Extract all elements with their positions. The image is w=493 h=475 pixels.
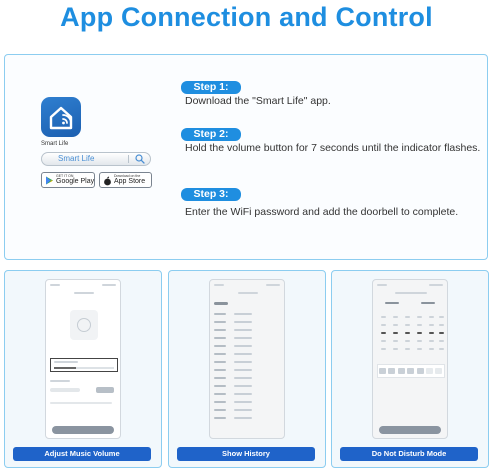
history-row[interactable]	[214, 320, 282, 324]
time-wheel-digit	[405, 332, 410, 334]
history-row[interactable]	[214, 376, 282, 380]
card-label-adjust-music-volume: Adjust Music Volume	[13, 447, 151, 461]
history-row[interactable]	[214, 392, 282, 396]
step-1-text: Download the "Smart Life" app.	[185, 95, 331, 107]
doorbell-button-icon	[77, 318, 91, 332]
history-time-bar	[214, 409, 226, 411]
history-event-bar	[234, 353, 252, 355]
time-wheel-digit	[393, 340, 398, 342]
step-2-pill: Step 2:	[181, 128, 241, 141]
history-event-bar	[234, 401, 252, 403]
history-row[interactable]	[214, 384, 282, 388]
search-divider	[128, 155, 129, 163]
apple-badge-text: App Store	[114, 178, 146, 185]
card-label-do-not-disturb: Do Not Disturb Mode	[340, 447, 478, 461]
history-event-bar	[234, 313, 252, 315]
doorbell-image	[70, 310, 98, 340]
house-wifi-icon	[48, 103, 74, 131]
weekday-cell[interactable]	[426, 368, 433, 374]
weekday-cell[interactable]	[379, 368, 386, 374]
time-wheel-digit	[405, 340, 410, 342]
confirm-button[interactable]	[379, 426, 441, 434]
time-wheel-digit	[417, 316, 422, 318]
status-bar-icons	[266, 284, 280, 286]
volume-control-row[interactable]	[50, 358, 118, 372]
time-wheel-digit	[429, 348, 434, 350]
time-wheel-digit	[381, 324, 386, 326]
card-show-history	[168, 270, 326, 468]
time-wheel-digit	[429, 324, 434, 326]
history-time-bar	[214, 417, 226, 419]
history-row[interactable]	[214, 328, 282, 332]
history-time-bar	[214, 369, 226, 371]
history-row[interactable]	[214, 408, 282, 412]
history-event-bar	[234, 393, 252, 395]
history-time-bar	[214, 361, 226, 363]
history-time-bar	[214, 313, 226, 315]
weekday-cell[interactable]	[435, 368, 442, 374]
settings-label-bar	[50, 380, 70, 382]
history-row[interactable]	[214, 352, 282, 356]
history-row[interactable]	[214, 344, 282, 348]
weekday-cell[interactable]	[398, 368, 405, 374]
google-play-icon	[45, 176, 54, 185]
time-wheel-digit	[381, 348, 386, 350]
smart-life-app-icon	[41, 97, 81, 137]
status-bar-icons	[429, 284, 443, 286]
history-time-bar	[214, 337, 226, 339]
start-time-label	[385, 302, 399, 304]
phone-screenshot-volume	[45, 279, 121, 439]
google-badge-small-text: GET IT ON	[56, 174, 74, 178]
history-time-bar	[214, 321, 226, 323]
time-wheel-digit	[405, 316, 410, 318]
status-bar-time	[50, 284, 60, 286]
weekday-cell[interactable]	[407, 368, 414, 374]
confirm-button[interactable]	[52, 426, 114, 434]
time-wheel-digit	[429, 332, 434, 334]
history-time-bar	[214, 353, 226, 355]
weekday-cell[interactable]	[417, 368, 424, 374]
history-time-bar	[214, 377, 226, 379]
history-time-bar	[214, 401, 226, 403]
time-wheel-digit	[405, 324, 410, 326]
time-wheel-digit	[439, 348, 444, 350]
history-row[interactable]	[214, 312, 282, 316]
status-bar-time	[377, 284, 387, 286]
phone-screenshot-history	[209, 279, 285, 439]
history-event-bar	[234, 377, 252, 379]
history-event-bar	[234, 417, 252, 419]
time-wheel-digit	[417, 340, 422, 342]
time-wheel-digit	[417, 348, 422, 350]
time-wheel-digit	[393, 316, 398, 318]
apple-icon	[103, 176, 112, 186]
phone-screenshot-dnd	[372, 279, 448, 439]
history-row[interactable]	[214, 360, 282, 364]
settings-row	[50, 402, 112, 404]
history-time-bar	[214, 385, 226, 387]
status-bar-icons	[102, 284, 116, 286]
card-adjust-music-volume	[4, 270, 162, 468]
apple-badge-small-text: Download on the	[114, 174, 141, 178]
settings-toggle[interactable]	[96, 387, 114, 393]
history-event-bar	[234, 409, 252, 411]
history-time-bar	[214, 393, 226, 395]
app-store-search-bar[interactable]	[41, 152, 151, 166]
history-event-bar	[234, 329, 252, 331]
search-icon[interactable]	[135, 154, 145, 164]
screen-title-bar	[238, 292, 258, 294]
settings-field[interactable]	[50, 388, 80, 392]
history-event-bar	[234, 321, 252, 323]
status-bar-time	[214, 284, 224, 286]
search-text: Smart Life	[58, 154, 95, 163]
screen-title-bar	[74, 292, 94, 294]
time-wheel-digit	[417, 332, 422, 334]
end-time-label	[421, 302, 435, 304]
history-row[interactable]	[214, 416, 282, 420]
history-event-bar	[234, 337, 252, 339]
time-wheel-digit	[439, 340, 444, 342]
app-store-badge[interactable]	[99, 172, 152, 188]
history-event-bar	[234, 361, 252, 363]
screen-title-bar	[395, 292, 427, 294]
app-name-label: Smart Life	[41, 141, 69, 147]
google-play-badge[interactable]	[41, 172, 95, 188]
page-title: App Connection and Control	[60, 2, 433, 32]
time-wheel-digit	[429, 316, 434, 318]
history-time-bar	[214, 329, 226, 331]
history-event-bar	[234, 385, 252, 387]
time-wheel-digit	[381, 316, 386, 318]
time-wheel-digit	[439, 316, 444, 318]
time-wheel-digit	[417, 324, 422, 326]
time-wheel-digit	[393, 324, 398, 326]
volume-slider-fill	[54, 367, 76, 369]
history-row[interactable]	[214, 400, 282, 404]
time-wheel-digit	[381, 340, 386, 342]
time-wheel-digit	[429, 340, 434, 342]
history-row[interactable]	[214, 336, 282, 340]
step-3-text: Enter the WiFi password and add the doorbell to complete.	[185, 206, 459, 218]
history-event-bar	[234, 345, 252, 347]
time-wheel-digit	[439, 324, 444, 326]
card-label-show-history: Show History	[177, 447, 315, 461]
instructions-panel	[4, 54, 488, 260]
step-3-pill: Step 3:	[181, 188, 241, 201]
volume-label-bar	[54, 361, 78, 363]
history-event-bar	[234, 369, 252, 371]
time-wheel-digit	[393, 348, 398, 350]
weekday-cell[interactable]	[388, 368, 395, 374]
step-1-pill: Step 1:	[181, 81, 241, 94]
history-time-bar	[214, 345, 226, 347]
time-wheel-digit	[405, 348, 410, 350]
history-row[interactable]	[214, 368, 282, 372]
google-badge-text: Google Play	[56, 178, 95, 185]
time-wheel-digit	[381, 332, 386, 334]
time-wheel-digit	[393, 332, 398, 334]
card-do-not-disturb	[331, 270, 489, 468]
history-date-header	[214, 302, 228, 305]
volume-slider-track[interactable]	[54, 367, 114, 369]
step-2-text: Hold the volume button for 7 seconds until the indicator flashes.	[185, 142, 481, 154]
time-wheel-digit	[439, 332, 444, 334]
